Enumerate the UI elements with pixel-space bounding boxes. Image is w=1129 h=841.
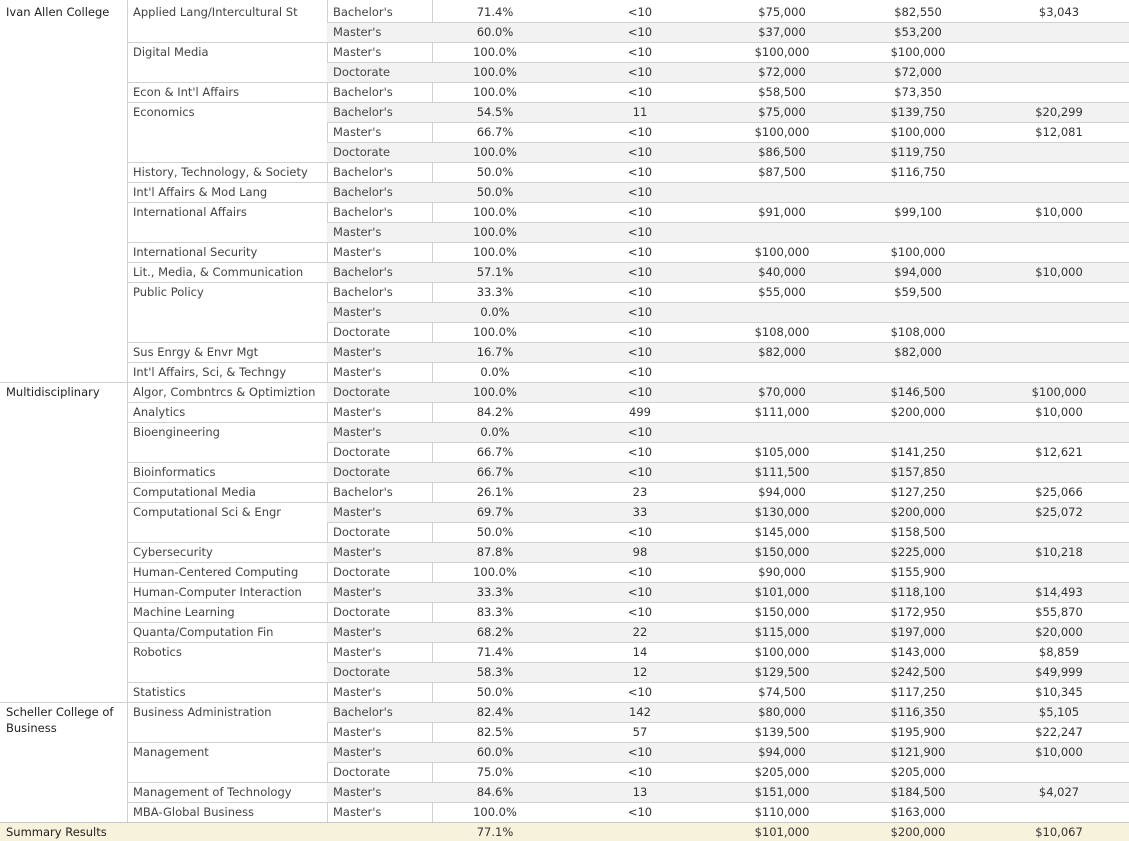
major-cell: Sus Enrgy & Envr Mgt [133,345,259,359]
degree-cell: Master's [333,425,382,439]
summary-p75: $200,000 [890,825,946,839]
pct-cell: 33.3% [476,585,514,599]
degree-cell: Bachelor's [333,165,393,179]
bonus-cell: $10,000 [1035,205,1083,219]
summary-salary: $101,000 [754,825,810,839]
degree-cell: Doctorate [333,525,391,539]
p75-cell: $117,250 [890,685,946,699]
major-cell: Human-Centered Computing [133,565,299,579]
degree-cell: Bachelor's [333,205,393,219]
salary-cell: $75,000 [758,5,806,19]
degree-cell: Master's [333,725,382,739]
degree-cell: Doctorate [333,605,391,619]
salary-cell: $91,000 [758,205,806,219]
column-divider [127,0,128,822]
degree-cell: Master's [333,125,382,139]
salary-cell: $100,000 [754,245,810,259]
pct-cell: 0.0% [480,305,510,319]
p75-cell: $141,250 [890,445,946,459]
pct-cell: 100.0% [473,805,517,819]
p75-cell: $59,500 [894,285,942,299]
degree-cell: Master's [333,305,382,319]
degree-cell: Master's [333,365,382,379]
count-cell: <10 [627,745,653,759]
degree-cell: Doctorate [333,385,391,399]
pct-cell: 100.0% [473,205,517,219]
degree-cell: Doctorate [333,465,391,479]
degree-cell: Master's [333,345,382,359]
count-cell: <10 [627,325,653,339]
major-cell: Human-Computer Interaction [133,585,302,599]
salary-cell: $55,000 [758,285,806,299]
degree-cell: Master's [333,405,382,419]
count-cell: 13 [632,785,648,799]
degree-cell: Master's [333,505,382,519]
bonus-cell: $5,105 [1038,705,1080,719]
salary-cell: $100,000 [754,125,810,139]
salary-cell: $80,000 [758,705,806,719]
major-cell: International Security [133,245,258,259]
bonus-cell: $10,000 [1035,745,1083,759]
count-cell: <10 [627,305,653,319]
pct-cell: 26.1% [476,485,514,499]
summary-pct: 77.1% [476,825,514,839]
major-cell: Robotics [133,645,182,659]
degree-cell: Master's [333,625,382,639]
bonus-cell: $10,218 [1035,545,1083,559]
degree-cell: Bachelor's [333,5,393,19]
salary-cell: $111,500 [754,465,810,479]
bonus-cell: $3,043 [1038,5,1080,19]
degree-cell: Doctorate [333,445,391,459]
salary-cell: $101,000 [754,585,810,599]
salary-cell: $129,500 [754,665,810,679]
salary-cell: $111,000 [754,405,810,419]
count-cell: <10 [627,225,653,239]
bonus-cell: $8,859 [1038,645,1080,659]
column-divider [327,0,328,822]
degree-cell: Bachelor's [333,705,393,719]
count-cell: 22 [632,625,648,639]
degree-cell: Doctorate [333,765,391,779]
p75-cell: $158,500 [890,525,946,539]
count-cell: <10 [627,445,653,459]
p75-cell: $205,000 [890,765,946,779]
count-cell: <10 [627,5,653,19]
bonus-cell: $20,000 [1035,625,1083,639]
p75-cell: $139,750 [890,105,946,119]
degree-cell: Master's [333,245,382,259]
salary-cell: $74,500 [758,685,806,699]
salary-cell: $94,000 [758,485,806,499]
salary-cell: $86,500 [758,145,806,159]
pct-cell: 100.0% [473,385,517,399]
pct-cell: 54.5% [476,105,514,119]
salary-cell: $150,000 [754,605,810,619]
major-cell: Bioinformatics [133,465,216,479]
major-cell: MBA-Global Business [133,805,255,819]
degree-cell: Master's [333,745,382,759]
count-cell: <10 [627,165,653,179]
major-cell: International Affairs [133,205,247,219]
degree-cell: Doctorate [333,145,391,159]
major-cell: Analytics [133,405,186,419]
bonus-cell: $49,999 [1035,665,1083,679]
bonus-cell: $25,066 [1035,485,1083,499]
count-cell: <10 [627,245,653,259]
pct-cell: 60.0% [476,745,514,759]
count-cell: <10 [627,185,653,199]
count-cell: 57 [632,725,648,739]
p75-cell: $116,350 [890,705,946,719]
major-cell: Econ & Int'l Affairs [133,85,240,99]
count-cell: <10 [627,585,653,599]
pct-cell: 75.0% [476,765,514,779]
degree-cell: Bachelor's [333,185,393,199]
college-cell: Ivan Allen College [6,5,110,19]
bonus-cell: $55,870 [1035,605,1083,619]
summary-bonus: $10,067 [1035,825,1083,839]
pct-cell: 50.0% [476,525,514,539]
salary-cell: $145,000 [754,525,810,539]
count-cell: 23 [632,485,648,499]
salary-cell: $108,000 [754,325,810,339]
bonus-cell: $14,493 [1035,585,1083,599]
bonus-cell: $10,000 [1035,405,1083,419]
count-cell: <10 [627,365,653,379]
count-cell: <10 [627,385,653,399]
p75-cell: $163,000 [890,805,946,819]
major-cell: Public Policy [133,285,204,299]
salary-cell: $110,000 [754,805,810,819]
p75-cell: $72,000 [894,65,942,79]
count-cell: 142 [629,705,651,719]
pct-cell: 66.7% [476,125,514,139]
salary-cell: $205,000 [754,765,810,779]
summary-label: Summary Results [6,825,107,839]
p75-cell: $108,000 [890,325,946,339]
count-cell: <10 [627,565,653,579]
count-cell: <10 [627,465,653,479]
p75-cell: $118,100 [890,585,946,599]
major-cell: Quanta/Computation Fin [133,625,274,639]
salary-cell: $37,000 [758,25,806,39]
count-cell: 33 [632,505,648,519]
p75-cell: $119,750 [890,145,946,159]
degree-cell: Master's [333,25,382,39]
pct-cell: 100.0% [473,145,517,159]
college-cell: Scheller College of Business [6,705,114,735]
salary-cell: $75,000 [758,105,806,119]
p75-cell: $157,850 [890,465,946,479]
pct-cell: 16.7% [476,345,514,359]
degree-cell: Bachelor's [333,285,393,299]
p75-cell: $121,900 [890,745,946,759]
salary-cell: $94,000 [758,745,806,759]
bonus-cell: $4,027 [1038,785,1080,799]
degree-cell: Master's [333,545,382,559]
p75-cell: $242,500 [890,665,946,679]
pct-cell: 0.0% [480,425,510,439]
count-cell: <10 [627,25,653,39]
degree-cell: Master's [333,645,382,659]
count-cell: <10 [627,265,653,279]
p75-cell: $99,100 [894,205,942,219]
pct-cell: 68.2% [476,625,514,639]
bonus-cell: $22,247 [1035,725,1083,739]
count-cell: <10 [627,145,653,159]
major-cell: Machine Learning [133,605,235,619]
pct-cell: 0.0% [480,365,510,379]
degree-cell: Bachelor's [333,485,393,499]
major-cell: History, Technology, & Society [133,165,308,179]
degree-cell: Master's [333,225,382,239]
pct-cell: 82.4% [476,705,514,719]
p75-cell: $100,000 [890,45,946,59]
degree-cell: Master's [333,45,382,59]
count-cell: <10 [627,765,653,779]
count-cell: 499 [629,405,651,419]
degree-cell: Bachelor's [333,265,393,279]
degree-cell: Bachelor's [333,85,393,99]
count-cell: <10 [627,425,653,439]
pct-cell: 83.3% [476,605,514,619]
count-cell: <10 [627,65,653,79]
pct-cell: 100.0% [473,45,517,59]
pct-cell: 84.2% [476,405,514,419]
count-cell: <10 [627,605,653,619]
pct-cell: 57.1% [476,265,514,279]
pct-cell: 100.0% [473,245,517,259]
major-cell: Cybersecurity [133,545,213,559]
major-cell: Applied Lang/Intercultural St [133,5,298,19]
pct-cell: 60.0% [476,25,514,39]
salary-cell: $40,000 [758,265,806,279]
pct-cell: 66.7% [476,445,514,459]
count-cell: <10 [627,45,653,59]
pct-cell: 82.5% [476,725,514,739]
salary-cell: $130,000 [754,505,810,519]
salary-cell: $150,000 [754,545,810,559]
count-cell: <10 [627,125,653,139]
pct-cell: 100.0% [473,85,517,99]
salary-cell: $82,000 [758,345,806,359]
p75-cell: $155,900 [890,565,946,579]
pct-cell: 50.0% [476,165,514,179]
degree-cell: Doctorate [333,665,391,679]
pct-cell: 84.6% [476,785,514,799]
count-cell: <10 [627,345,653,359]
p75-cell: $200,000 [890,405,946,419]
count-cell: 98 [632,545,648,559]
p75-cell: $146,500 [890,385,946,399]
summary-row [0,822,1129,841]
salary-cell: $87,500 [758,165,806,179]
p75-cell: $100,000 [890,125,946,139]
p75-cell: $195,900 [890,725,946,739]
major-cell: Int'l Affairs, Sci, & Techngy [133,365,287,379]
major-cell: Algor, Combntrcs & Optimiztion [133,385,316,399]
p75-cell: $82,000 [894,345,942,359]
major-cell: Management [133,745,209,759]
bonus-cell: $100,000 [1031,385,1087,399]
degree-cell: Master's [333,805,382,819]
major-cell: Lit., Media, & Communication [133,265,304,279]
salary-cell: $72,000 [758,65,806,79]
bonus-cell: $10,000 [1035,265,1083,279]
salary-cell: $151,000 [754,785,810,799]
salary-cell: $139,500 [754,725,810,739]
p75-cell: $100,000 [890,245,946,259]
p75-cell: $94,000 [894,265,942,279]
p75-cell: $143,000 [890,645,946,659]
count-cell: <10 [627,805,653,819]
pct-cell: 50.0% [476,185,514,199]
pct-cell: 71.4% [476,5,514,19]
degree-cell: Doctorate [333,325,391,339]
count-cell: 14 [632,645,648,659]
degree-cell: Master's [333,585,382,599]
salary-cell: $90,000 [758,565,806,579]
count-cell: <10 [627,285,653,299]
pct-cell: 87.8% [476,545,514,559]
major-cell: Computational Media [133,485,256,499]
pct-cell: 100.0% [473,325,517,339]
p75-cell: $82,550 [894,5,942,19]
bonus-cell: $10,345 [1035,685,1083,699]
pct-cell: 100.0% [473,225,517,239]
major-cell: Economics [133,105,195,119]
major-cell: Int'l Affairs & Mod Lang [133,185,268,199]
p75-cell: $184,500 [890,785,946,799]
pct-cell: 58.3% [476,665,514,679]
degree-cell: Doctorate [333,65,391,79]
p75-cell: $172,950 [890,605,946,619]
column-divider [432,0,433,822]
count-cell: <10 [627,685,653,699]
college-cell: Multidisciplinary [6,385,100,399]
major-cell: Statistics [133,685,186,699]
salary-cell: $100,000 [754,645,810,659]
pct-cell: 69.7% [476,505,514,519]
major-cell: Bioengineering [133,425,220,439]
salary-cell: $58,500 [758,85,806,99]
pct-cell: 100.0% [473,565,517,579]
bonus-cell: $25,072 [1035,505,1083,519]
pct-cell: 33.3% [476,285,514,299]
major-cell: Business Administration [133,705,272,719]
pct-cell: 71.4% [476,645,514,659]
count-cell: <10 [627,85,653,99]
degree-cell: Bachelor's [333,105,393,119]
p75-cell: $116,750 [890,165,946,179]
major-cell: Computational Sci & Engr [133,505,282,519]
p75-cell: $73,350 [894,85,942,99]
p75-cell: $200,000 [890,505,946,519]
pct-cell: 100.0% [473,65,517,79]
salary-cell: $100,000 [754,45,810,59]
major-cell: Management of Technology [133,785,292,799]
bonus-cell: $20,299 [1035,105,1083,119]
salary-cell: $105,000 [754,445,810,459]
count-cell: <10 [627,205,653,219]
pct-cell: 66.7% [476,465,514,479]
major-cell: Digital Media [133,45,209,59]
salary-cell: $115,000 [754,625,810,639]
bonus-cell: $12,081 [1035,125,1083,139]
p75-cell: $53,200 [894,25,942,39]
count-cell: 12 [632,665,648,679]
degree-cell: Master's [333,685,382,699]
p75-cell: $197,000 [890,625,946,639]
degree-cell: Doctorate [333,565,391,579]
salary-cell: $70,000 [758,385,806,399]
degree-cell: Master's [333,785,382,799]
count-cell: 11 [632,105,648,119]
count-cell: <10 [627,525,653,539]
p75-cell: $225,000 [890,545,946,559]
pct-cell: 50.0% [476,685,514,699]
bonus-cell: $12,621 [1035,445,1083,459]
p75-cell: $127,250 [890,485,946,499]
